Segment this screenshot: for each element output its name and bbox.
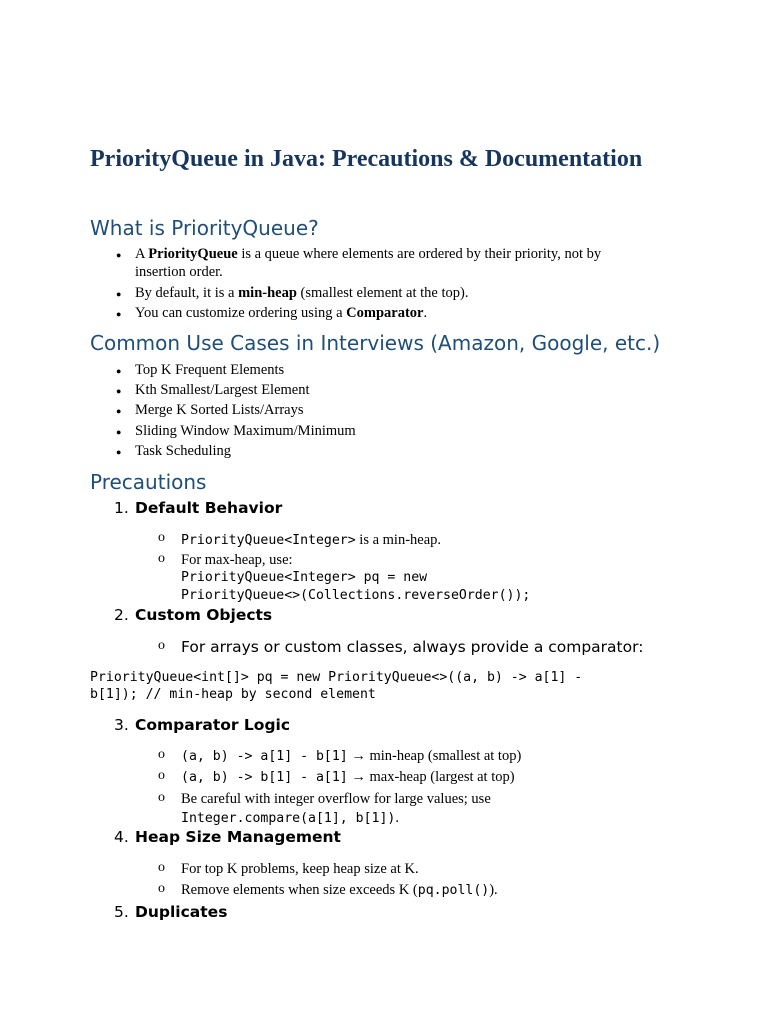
what-is-bullet-1: A PriorityQueue is a queue where elements are ordered by their priority, not by (135, 246, 602, 262)
section-heading-precautions: Precautions (90, 470, 207, 494)
page-title: PriorityQueue in Java: Precautions & Documentation (90, 146, 643, 172)
precaution-3-item-c: Be careful with integer overflow for large values; use (181, 791, 491, 807)
list-number: 5. (114, 903, 129, 921)
section-heading-use-cases: Common Use Cases in Interviews (Amazon, Google, etc.) (90, 331, 661, 355)
sub-bullet-circle: o (158, 860, 165, 875)
bullet-dot: ● (116, 386, 122, 396)
precaution-1-item-a: PriorityQueue<Integer> is a min-heap. (181, 532, 442, 548)
precaution-title-heap-size: Heap Size Management (135, 828, 341, 846)
precaution-title-duplicates: Duplicates (135, 903, 228, 921)
precaution-3-item-c-line-2: Integer.compare(a[1], b[1]). (181, 810, 399, 826)
what-is-bullet-3: You can customize ordering using a Comparator. (135, 305, 428, 321)
list-number: 4. (114, 828, 129, 846)
sub-bullet-circle: o (158, 768, 165, 783)
sub-bullet-circle: o (158, 551, 165, 566)
section-heading-what-is: What is PriorityQueue? (90, 216, 319, 240)
precaution-3-item-b: (a, b) -> b[1] - a[1] → max-heap (largest at top) (181, 769, 515, 785)
use-case-item: Kth Smallest/Largest Element (135, 382, 310, 398)
precaution-1-item-b: For max-heap, use: (181, 552, 293, 568)
use-case-item: Merge K Sorted Lists/Arrays (135, 402, 304, 418)
bullet-dot: ● (116, 309, 122, 319)
code-block-line: PriorityQueue<int[]> pq = new PriorityQueue<>((a, b) -> a[1] - (90, 670, 583, 685)
bullet-dot: ● (116, 447, 122, 457)
sub-bullet-circle: o (158, 530, 165, 545)
precaution-title-comparator-logic: Comparator Logic (135, 716, 291, 734)
list-number: 1. (114, 499, 129, 517)
bullet-dot: ● (116, 366, 122, 376)
what-is-bullet-2: By default, it is a min-heap (smallest element at the top). (135, 285, 469, 301)
sub-bullet-circle: o (158, 790, 165, 805)
what-is-bullet-1-line-2: insertion order. (135, 264, 223, 280)
code-line: PriorityQueue<Integer> pq = new (181, 570, 428, 585)
precaution-title-default-behavior: Default Behavior (135, 499, 283, 517)
bullet-dot: ● (116, 289, 122, 299)
precaution-4-item-a: For top K problems, keep heap size at K. (181, 861, 419, 877)
list-number: 2. (114, 606, 129, 624)
precaution-3-item-a: (a, b) -> a[1] - b[1] → min-heap (smallest at top) (181, 748, 522, 764)
list-number: 3. (114, 716, 129, 734)
sub-bullet-circle: o (158, 638, 165, 653)
code-line: PriorityQueue<>(Collections.reverseOrder()); (181, 588, 531, 603)
precaution-2-item-a: For arrays or custom classes, always provide a comparator: (181, 638, 644, 656)
precaution-title-custom-objects: Custom Objects (135, 606, 273, 624)
sub-bullet-circle: o (158, 747, 165, 762)
bullet-dot: ● (116, 406, 122, 416)
use-case-item: Task Scheduling (135, 443, 232, 459)
bullet-dot: ● (116, 250, 122, 260)
precaution-4-item-b: Remove elements when size exceeds K (pq.poll()). (181, 882, 498, 898)
use-case-item: Sliding Window Maximum/Minimum (135, 423, 356, 439)
code-block-line: b[1]); // min-heap by second element (90, 687, 376, 702)
bullet-dot: ● (116, 427, 122, 437)
use-case-item: Top K Frequent Elements (135, 362, 285, 378)
sub-bullet-circle: o (158, 881, 165, 896)
